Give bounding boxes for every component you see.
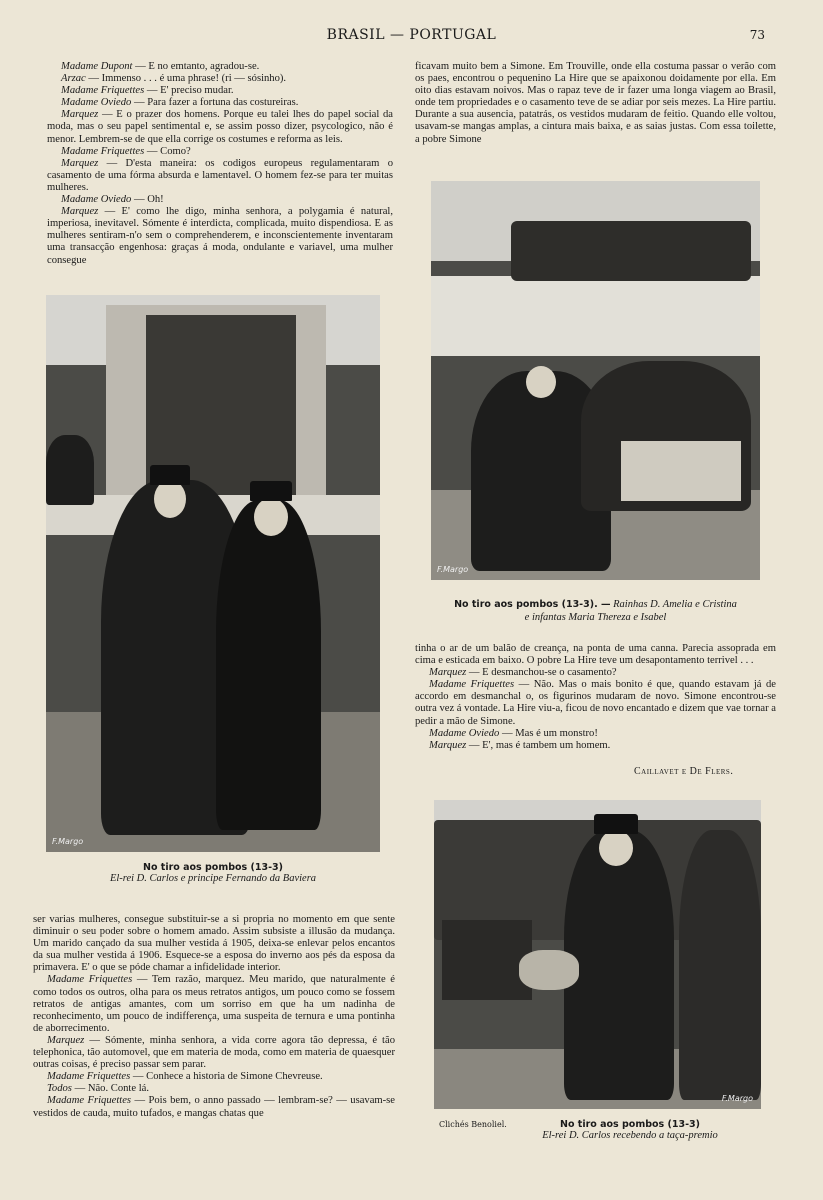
- dialogue-text: — Como?: [144, 145, 191, 157]
- dialogue-paragraph: [415, 667, 776, 679]
- text-column-left-bottom: [33, 914, 395, 1120]
- photo-signature: F.Margo: [437, 565, 469, 574]
- speaker-name: Marquez: [61, 206, 99, 218]
- photo-king-and-prince: [46, 295, 380, 852]
- text-column-right-mid: [415, 643, 776, 752]
- dialogue-text: — Conhece a historia de Simone Chevreuse.: [130, 1071, 323, 1083]
- dialogue-text: — Não. Mas o mais bonito é que, quando estavam já de accordo em desmanchal o, os figurinos mudaram de novo. Simone encontrou-se outra vez á vontade. La Hire viu-a, ficou de novo encantado e dizem que vae tornar a pedir a mão de Simone.: [415, 679, 777, 727]
- dialogue-paragraph: [33, 1095, 395, 1119]
- speaker-name: Madame Friquettes: [429, 679, 515, 691]
- dialogue-paragraph: [415, 728, 776, 740]
- dialogue-paragraph: [33, 1035, 395, 1071]
- photo-signature: F.Margo: [52, 837, 84, 846]
- page-header: [0, 27, 823, 45]
- photo-king-receiving-trophy: [434, 800, 761, 1109]
- text-column-right-top: [415, 61, 776, 146]
- caption-title: No tiro aos pombos (13-3): [143, 862, 283, 873]
- dialogue-paragraph: [415, 643, 776, 667]
- caption-title-italic: Rainhas D. Amelia e Cristina: [610, 599, 737, 610]
- dialogue-text: — E desmanchou-se o casamento?: [466, 667, 617, 679]
- speaker-name: Madame Friquettes: [47, 1095, 132, 1107]
- dialogue-paragraph: [33, 1071, 395, 1083]
- speaker-name: Madame Oviedo: [61, 97, 132, 109]
- dialogue-paragraph: [415, 679, 776, 727]
- dialogue-text: — Tem razão, marquez. Meu marido, que naturalmente é como todos os outros, olha para os meus retratos antigos, um pouco como se fossem retratos de antigas amantes, com um sorriso em que ha um nadinha de reconhecimento, um pouco de indifferença, uma suspeita de ternura e uma pontinha de aborrecimento.: [33, 974, 395, 1034]
- caption-subtitle: El-rei D. Carlos e principe Fernando da Baviera: [109, 873, 317, 884]
- dialogue-paragraph: [33, 914, 395, 974]
- speaker-name: Madame Friquettes: [47, 1071, 131, 1083]
- speaker-name: Madame Dupont: [61, 61, 133, 72]
- dialogue-text: tinha o ar de um balão de creança, na ponta de uma canna. Parecia assoprada em cima e esticada em baixo. O pobre La Hire teve um desapontamento terrivel . . .: [415, 643, 776, 667]
- dialogue-paragraph: [47, 206, 393, 266]
- speaker-name: Marquez: [61, 109, 99, 121]
- caption-right-top-photo: [415, 594, 776, 623]
- article-authors: Caillavet e De Flers.: [634, 766, 734, 777]
- dialogue-text: — Immenso . . . é uma phrase! (ri — sósinho).: [85, 73, 287, 85]
- dialogue-text: — Mas é um monstro!: [499, 727, 598, 739]
- dialogue-text: — E', mas é tambem um homem.: [466, 739, 611, 751]
- page-title: BRASIL — PORTUGAL: [326, 27, 497, 43]
- dialogue-paragraph: [47, 97, 393, 109]
- dialogue-paragraph: [33, 974, 395, 1034]
- dialogue-text: ser varias mulheres, consegue substituir-se a si propria no momento em que sente diminuir o seu poder sobre o homem amado. Assim subsiste a illusão da mudança. Um marido cançado da sua mulher vestida á 1905, deixa-se enlevar pelos encantos da sua mulher vestida á 1906. Esquece-se a esposa do inverno aos pés da esposa da primavera. E' o que se póde chamar a infidelidade interior.: [33, 914, 395, 974]
- dialogue-text: — Para fazer a fortuna das costureiras.: [131, 97, 299, 109]
- dialogue-paragraph: [47, 73, 393, 85]
- caption-left-photo: [46, 862, 380, 884]
- dialogue-paragraph: [415, 740, 776, 752]
- speaker-name: Madame Oviedo: [429, 727, 500, 739]
- speaker-name: Madame Friquettes: [61, 145, 145, 157]
- dialogue-text: — E no emtanto, agradou-se.: [132, 61, 260, 72]
- photo-queens-and-infantas: [431, 181, 760, 580]
- caption-title: No tiro aos pombos (13-3). —: [454, 599, 611, 610]
- caption-right-bottom-photo: [480, 1119, 780, 1141]
- dialogue-paragraph: [47, 158, 393, 194]
- dialogue-paragraph: [33, 1083, 395, 1095]
- speaker-name: Marquez: [429, 739, 467, 751]
- page-number: 73: [749, 28, 765, 42]
- dialogue-text: — E o prazer dos homens. Porque eu talei lhes do papel social da moda, mas o seu papel sentimental e, se assim posso dizer, psycologico, não é menor. Lembrem-se de que ella corrige os costumes e reforma as leis.: [47, 109, 393, 145]
- dialogue-text: — D'esta maneira: os codigos europeus regulamentaram o casamento de uma fórma absurda e lamentavel. O homem fez-se para ter muitas mulheres.: [47, 157, 393, 193]
- paragraph: ficavam muito bem a Simone. Em Trouville, onde ella costuma passar o verão com os paes, encontrou o pequenino La Hire que se apaixonou doidamente por ella. Em oito dias estavam noivos. Mas o rapaz teve de ir fazer uma longa viagem ao Brasil, onde tem propriedades e o casamento teve de se adiar por seis mezes. La Hire partiu. Durante a sua ausencia, patatrás, os vestidos mudaram de feitio. Quando elle voltou, usavam-se mangas amplas, a cintura mais baixa, e as saias justas. Com essa toilette, a pobre Simone: [415, 61, 776, 145]
- speaker-name: Marquez: [47, 1034, 85, 1046]
- dialogue-paragraph: [47, 146, 393, 158]
- dialogue-text: — E' como lhe digo, minha senhora, a polygamia é natural, imperiosa, inevitavel. Sómente é interdicta, complicada, muito dispendiosa. E as mulheres sentiram-n'o sem o comprehenderem, e inconscientemente inventaram uma transacção engenhosa: graças á moda, ondulante e variavel, uma mulher consegue: [47, 206, 393, 266]
- speaker-name: Madame Friquettes: [61, 85, 145, 97]
- dialogue-paragraph: [47, 85, 393, 97]
- speaker-name: Madame Oviedo: [61, 194, 132, 206]
- dialogue-text: — Oh!: [131, 194, 164, 206]
- speaker-name: Marquez: [429, 667, 467, 679]
- caption-title: No tiro aos pombos (13-3): [560, 1119, 700, 1130]
- photo-signature: F.Margo: [721, 1094, 753, 1103]
- text-column-left-top: [47, 61, 393, 267]
- photo-credit: Clichés Benoliel.: [439, 1120, 507, 1129]
- speaker-name: Madame Friquettes: [47, 974, 133, 986]
- caption-subtitle: e infantas Maria Thereza e Isabel: [524, 612, 667, 623]
- speaker-name: Marquez: [61, 157, 99, 169]
- dialogue-text: — E' preciso mudar.: [144, 85, 234, 97]
- dialogue-text: — Pois bem, o anno passado — lembram-se? — usavam-se vestidos de cauda, muito tufados, e mangas chatas que: [33, 1095, 395, 1119]
- speaker-name: Todos: [47, 1083, 72, 1095]
- dialogue-paragraph: [47, 61, 393, 73]
- dialogue-text: — Não. Conte lá.: [71, 1083, 150, 1095]
- speaker-name: Arzac: [61, 73, 86, 85]
- dialogue-text: — Sómente, minha senhora, a vida corre agora tão depressa, é tão telephonica, tão automovel, que em materia de moda, como em materia de quaesquer outras coisas, é preciso passar sem parar.: [33, 1034, 395, 1071]
- dialogue-paragraph: [47, 194, 393, 206]
- caption-subtitle: El-rei D. Carlos recebendo a taça-premio: [542, 1130, 718, 1141]
- dialogue-paragraph: [47, 109, 393, 145]
